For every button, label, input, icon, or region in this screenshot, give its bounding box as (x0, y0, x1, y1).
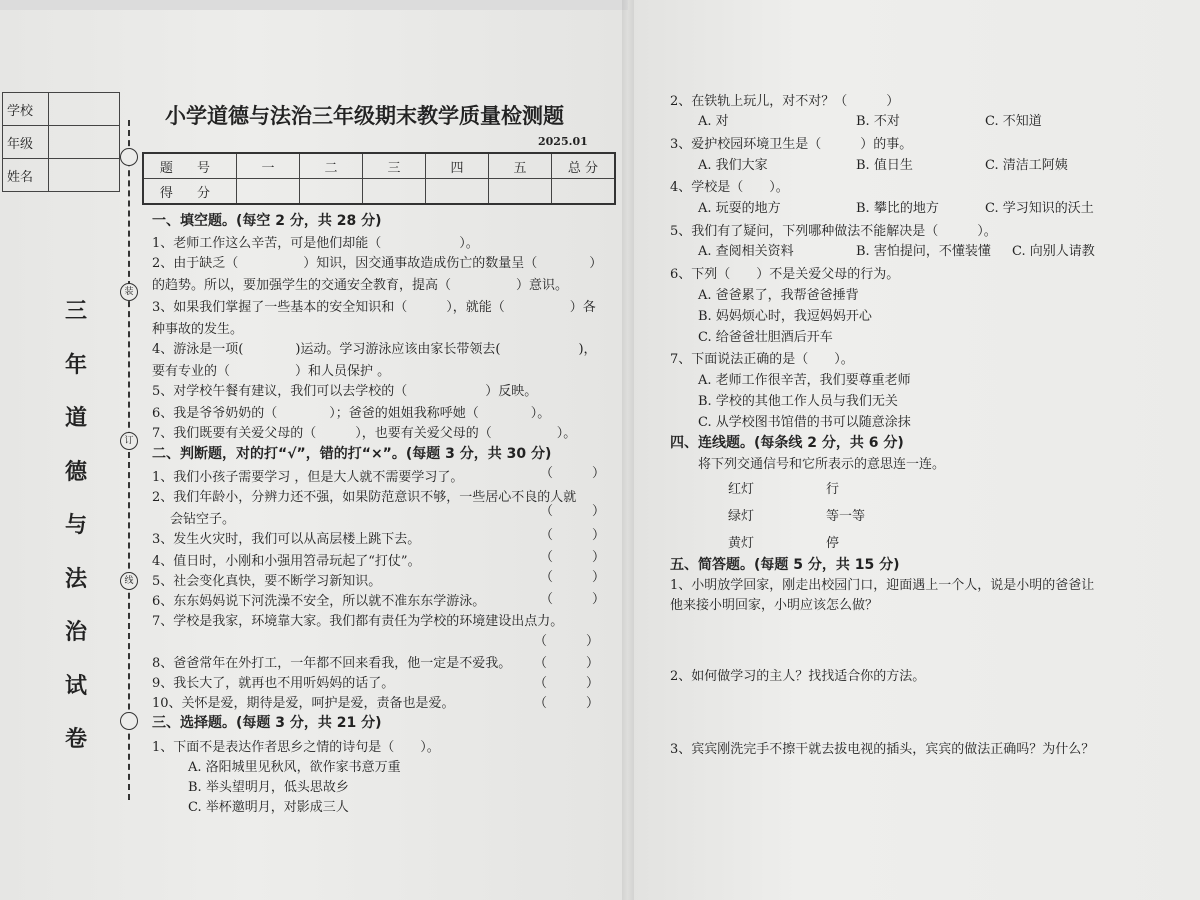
name-label: 姓名 (3, 159, 49, 192)
choice-option[interactable]: C. 不知道 (985, 114, 1042, 129)
choice-option[interactable]: B. 妈妈烦心时，我逗妈妈开心 (698, 309, 872, 324)
answer-paren[interactable]: （ ） (540, 466, 606, 481)
answer-paren[interactable]: （ ） (540, 528, 606, 543)
section3-title: 三、选择题。(每题 3 分，共 21 分) (152, 715, 382, 731)
judge-line: 10、关怀是爱，期待是爱，呵护是爱，责备也是爱。 (152, 696, 455, 711)
choice-option[interactable]: A. 查阅相关资料 (698, 244, 794, 259)
score-header-cell: 二 (300, 153, 363, 179)
short-answer-question: 他来接小明回家，小明应该怎么做？ (670, 598, 879, 613)
choice-option[interactable]: B. 害怕提问，不懂装懂 (856, 244, 991, 259)
side-title-char: 与 (64, 513, 87, 538)
judge-line: 8、爸爸常年在外打工，一年都不回来看我，他一定是不爱我。 (152, 656, 512, 671)
side-title-char: 德 (64, 459, 87, 485)
answer-paren[interactable]: （ ） (540, 570, 606, 585)
choice-option[interactable]: B. 学校的其他工作人员与我们无关 (698, 394, 898, 409)
fill-line: 2、由于缺乏（ ）知识，因交通事故造成伤亡的数量呈（ ） (152, 256, 603, 271)
fill-line: 的趋势。所以，要加强学生的交通安全教育，提高（ ）意识。 (152, 278, 569, 293)
judge-line: 9、我长大了，就再也不用听妈妈的话了。 (152, 676, 395, 691)
paper-title: 小学道德与法治三年级期末教学质量检测题 (165, 104, 564, 128)
answer-paren[interactable]: （ ） (534, 634, 600, 649)
school-label: 学校 (3, 93, 49, 126)
choice-option[interactable]: C. 给爸爸壮胆酒后开车 (698, 330, 833, 345)
choice-question: 7、下面说法正确的是（ ）。 (670, 352, 854, 367)
score-header-cell: 总 分 (552, 153, 616, 179)
judge-line: 3、发生火灾时，我们可以从高层楼上跳下去。 (152, 532, 421, 547)
choice-option[interactable]: A. 对 (698, 114, 729, 129)
side-title-char: 年 (64, 352, 87, 378)
fill-line: 种事故的发生。 (152, 322, 244, 337)
choice-option[interactable]: B. 值日生 (856, 158, 913, 173)
page-fold (622, 0, 634, 900)
side-title-char: 法 (64, 566, 87, 592)
score-cell[interactable] (552, 179, 616, 205)
name-field[interactable] (49, 159, 120, 192)
judge-line: 5、社会变化真快，要不断学习新知识。 (152, 574, 382, 589)
binding-mark-xian: 线 (120, 572, 138, 590)
matching-right-item[interactable]: 等一等 (826, 509, 866, 524)
judge-line: 6、东东妈妈说下河洗澡不安全，所以就不准东东学游泳。 (152, 594, 486, 609)
choice-option[interactable]: A. 洛阳城里见秋风，欲作家书意万重 (188, 760, 401, 775)
choice-option[interactable]: C. 向别人请教 (1012, 244, 1095, 259)
choice-option[interactable]: A. 我们大家 (698, 158, 768, 173)
matching-right-item[interactable]: 停 (826, 536, 840, 551)
binding-hole (120, 148, 138, 166)
choice-option[interactable]: A. 老师工作很辛苦，我们要尊重老师 (698, 373, 911, 388)
choice-option[interactable]: B. 攀比的地方 (856, 201, 939, 216)
choice-question: 1、下面不是表达作者思乡之情的诗句是（ ）。 (152, 740, 440, 755)
score-header-cell: 题 号 (143, 153, 237, 179)
fill-line: 1、老师工作这么辛苦，可是他们却能（ ）。 (152, 236, 479, 251)
student-info-box (2, 92, 120, 192)
section4-title: 四、连线题。(每条线 2 分，共 6 分) (670, 435, 904, 451)
answer-paren[interactable]: （ ） (540, 550, 606, 565)
judge-line: 2、我们年龄小，分辨力还不强，如果防范意识不够，一些居心不良的人就 (152, 490, 577, 505)
fill-line: 6、我是爷爷奶奶的（ ）；爸爸的姐姐我称呼她（ ）。 (152, 406, 551, 421)
grade-label: 年级 (3, 126, 49, 159)
score-cell[interactable] (300, 179, 363, 205)
judge-line: 7、学校是我家，环境靠大家。我们都有责任为学校的环境建设出点力。 (152, 614, 564, 629)
paper-date: 2025.01 (538, 135, 588, 148)
side-title-char: 卷 (64, 727, 87, 752)
answer-paren[interactable]: （ ） (540, 504, 606, 519)
score-row-label: 得 分 (143, 179, 237, 205)
short-answer-question: 1、小明放学回家，刚走出校园门口，迎面遇上一个人，说是小明的爸爸让 (670, 578, 1095, 593)
fill-line: 要有专业的（ ）和人员保护 。 (152, 364, 391, 379)
answer-paren[interactable]: （ ） (534, 676, 600, 691)
binding-line (128, 120, 130, 800)
side-title-char: 试 (64, 673, 87, 699)
answer-paren[interactable]: （ ） (534, 696, 600, 711)
fill-line: 3、如果我们掌握了一些基本的安全知识和（ ），就能（ ）各 (152, 300, 596, 315)
choice-question: 4、学校是（ ）。 (670, 180, 789, 195)
matching-instruction: 将下列交通信号和它所表示的意思连一连。 (698, 457, 946, 472)
matching-left-item[interactable]: 绿灯 (728, 509, 755, 524)
score-header-cell: 四 (426, 153, 489, 179)
section2-title: 二、判断题，对的打“√”，错的打“×”。(每题 3 分，共 30 分) (152, 446, 552, 462)
choice-question: 5、我们有了疑问，下列哪种做法不能解决是（ ）。 (670, 224, 997, 239)
fill-line: 4、游泳是一项( )运动。学习游泳应该由家长带领去( )， (152, 342, 597, 357)
score-header-cell: 三 (363, 153, 426, 179)
matching-left-item[interactable]: 红灯 (728, 482, 755, 497)
grade-field[interactable] (49, 126, 120, 159)
section1-title: 一、填空题。(每空 2 分，共 28 分) (152, 213, 382, 229)
score-cell[interactable] (426, 179, 489, 205)
choice-question: 6、下列（ ）不是关爱父母的行为。 (670, 267, 900, 282)
binding-mark-ding: 订 (120, 432, 138, 450)
section5-title: 五、简答题。(每题 5 分，共 15 分) (670, 557, 900, 573)
score-cell[interactable] (363, 179, 426, 205)
binding-mark-zhuang: 装 (120, 283, 138, 301)
choice-option[interactable]: C. 举杯邀明月，对影成三人 (188, 800, 349, 815)
fill-line: 5、对学校午餐有建议，我们可以去学校的（ ）反映。 (152, 384, 538, 399)
matching-left-item[interactable]: 黄灯 (728, 536, 755, 551)
short-answer-question: 2、如何做学习的主人？找找适合你的方法。 (670, 669, 926, 684)
score-header-cell: 五 (489, 153, 552, 179)
choice-option[interactable]: C. 清洁工阿姨 (985, 158, 1068, 173)
fill-line: 7、我们既要有关爱父母的（ ），也要有关爱父母的（ ）。 (152, 426, 577, 441)
judge-line: 会钻空子。 (170, 512, 236, 527)
binding-hole (120, 712, 138, 730)
score-cell[interactable] (237, 179, 300, 205)
side-title (56, 285, 96, 767)
choice-option[interactable]: B. 举头望明月，低头思故乡 (188, 780, 349, 795)
choice-question: 2、在铁轨上玩儿，对不对？（ ） (670, 94, 900, 109)
choice-option[interactable]: C. 从学校图书馆借的书可以随意涂抹 (698, 415, 911, 430)
choice-option[interactable]: C. 学习知识的沃土 (985, 201, 1094, 216)
side-title-char: 治 (64, 620, 87, 645)
side-title-char: 道 (64, 406, 87, 431)
judge-line: 1、我们小孩子需要学习 ，但是大人就不需要学习了。 (152, 470, 464, 485)
choice-option[interactable]: B. 不对 (856, 114, 900, 129)
judge-line: 4、值日时，小刚和小强用笤帚玩起了“打仗”。 (152, 554, 421, 569)
school-field[interactable] (49, 93, 120, 126)
side-title-char: 三 (64, 299, 87, 324)
score-table (142, 152, 616, 205)
answer-paren[interactable]: （ ） (534, 656, 600, 671)
short-answer-question: 3、宾宾刚洗完手不擦干就去拔电视的插头，宾宾的做法正确吗？为什么？ (670, 742, 1095, 757)
score-cell[interactable] (489, 179, 552, 205)
choice-question: 3、爱护校园环境卫生是（ ）的事。 (670, 137, 913, 152)
score-header-cell: 一 (237, 153, 300, 179)
choice-option[interactable]: A. 爸爸累了，我帮爸爸捶背 (698, 288, 859, 303)
answer-paren[interactable]: （ ） (540, 592, 606, 607)
matching-right-item[interactable]: 行 (826, 482, 840, 497)
choice-option[interactable]: A. 玩耍的地方 (698, 201, 781, 216)
